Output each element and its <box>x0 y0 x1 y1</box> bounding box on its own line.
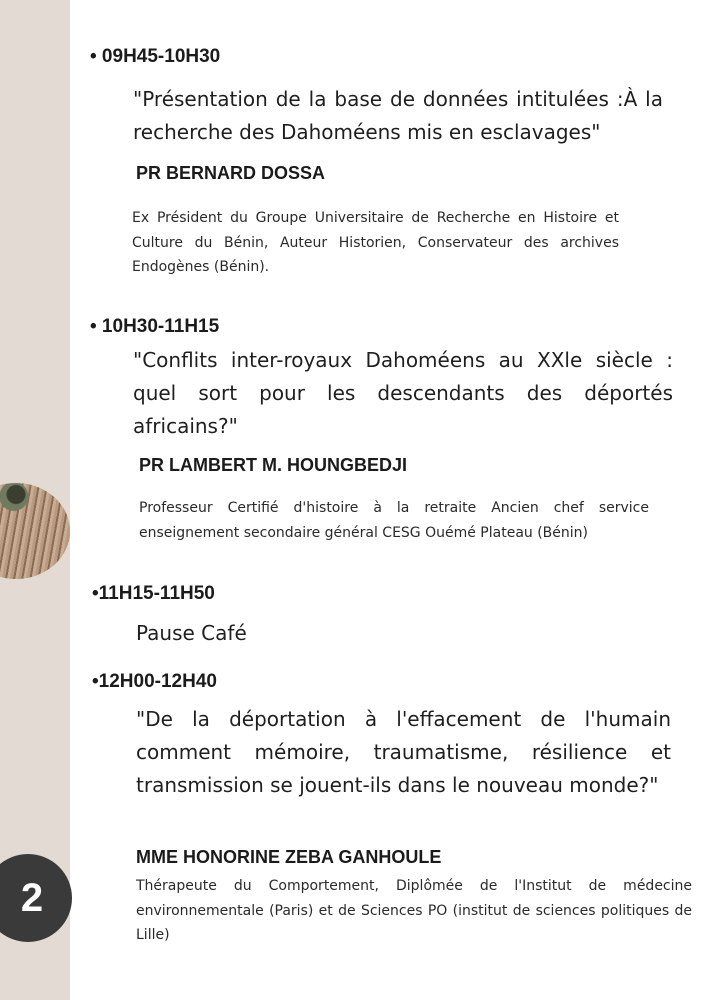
session-time: •12H00-12H40 <box>92 671 217 692</box>
session-title: "Conflits inter-royaux Dahoméens au XXle siècle : quel sort pour les descendants des déportés africains?" <box>133 348 673 438</box>
session-time: •11H15-11H50 <box>92 583 215 604</box>
speaker-bio: Ex Président du Groupe Universitaire de Recherche en Histoire et Culture du Bénin, Auteur Historien, Conservateur des archives Endogènes (Bénin). <box>132 210 619 275</box>
speaker-name: MME HONORINE ZEBA GANHOULE <box>136 847 442 867</box>
page-number-badge: 2 <box>0 854 72 942</box>
session-title: "Présentation de la base de données intitulées :À la recherche des Dahoméens mis en esclavages" <box>133 87 663 144</box>
session-title: Pause Café <box>136 621 247 645</box>
speaker-bio: Thérapeute du Comportement, Diplômée de l'Institut de médecine environnementale (Paris) et de Sciences PO (institut de sciences politiques de Lille) <box>136 878 692 943</box>
session-time: • 10H30-11H15 <box>90 316 220 337</box>
session-title: "De la déportation à l'effacement de l'humain comment mémoire, traumatisme, résilience et transmission se jouent-ils dans le nouveau monde?" <box>136 707 671 797</box>
speaker-name: PR LAMBERT M. HOUNGBEDJI <box>139 455 408 475</box>
speaker-bio: Professeur Certifié d'histoire à la retraite Ancien chef service enseignement secondaire général CESG Ouémé Plateau (Bénin) <box>139 500 649 541</box>
session-time: • 09H45-10H30 <box>90 46 221 67</box>
speaker-name: PR BERNARD DOSSA <box>136 163 326 183</box>
